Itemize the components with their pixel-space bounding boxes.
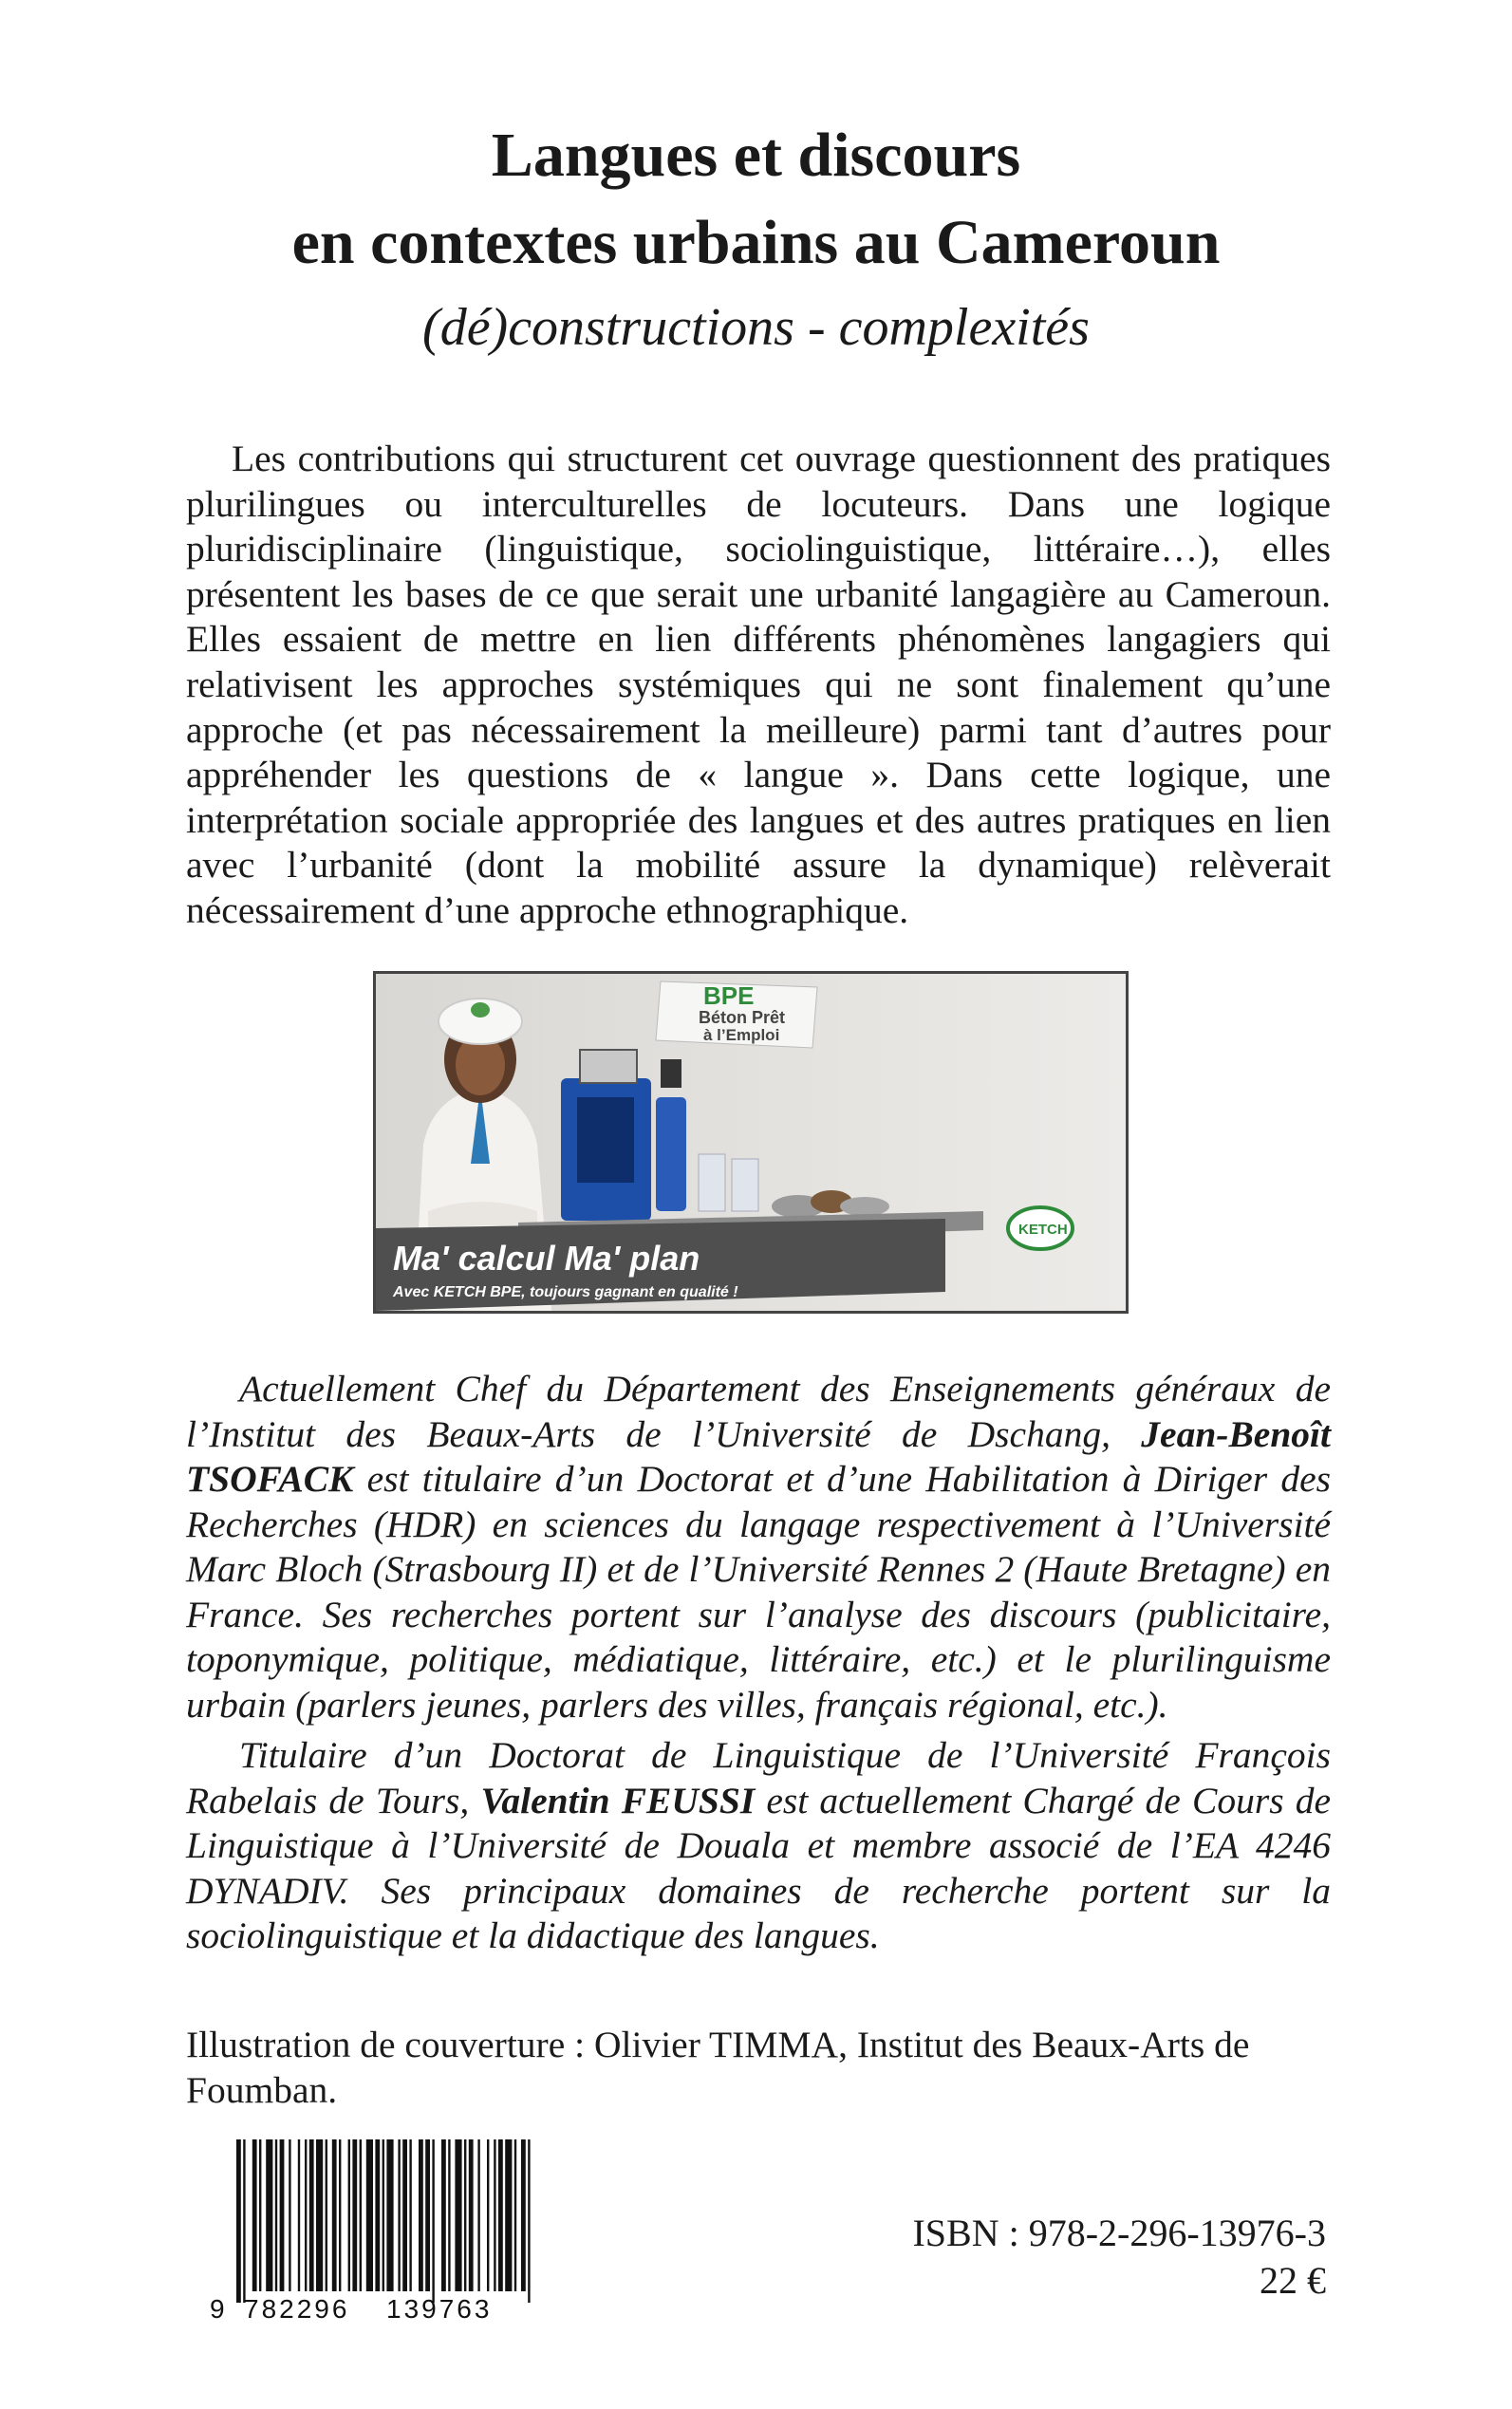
- title-line-1: Langues et discours: [491, 121, 1021, 190]
- barcode-bar: [455, 2139, 461, 2291]
- ketch-logo-text: KETCH: [1018, 1222, 1068, 1238]
- barcode-bar: [448, 2139, 450, 2291]
- bio2-author-name: Valentin FEUSSI: [480, 1779, 756, 1821]
- barcode-bar: [521, 2139, 526, 2291]
- barcode-bar: [494, 2139, 495, 2291]
- book-title: [0, 112, 1512, 287]
- bpe-sign-line-1: Béton Prêt: [699, 1008, 786, 1027]
- barcode-bar: [266, 2139, 272, 2291]
- test-machine-icon: [561, 1050, 686, 1221]
- barcode-bar: [316, 2139, 323, 2291]
- barcode-bar: [298, 2139, 300, 2291]
- barcode-bar: [477, 2139, 479, 2291]
- bio1-author-name: Jean-Benoît TSOFACK: [186, 1412, 1331, 1500]
- price: 22 €: [1260, 2259, 1326, 2302]
- barcode-bar: [419, 2139, 423, 2291]
- barcode-bar: [280, 2139, 285, 2291]
- barcode-bar: [275, 2139, 277, 2291]
- barcode-bar: [398, 2139, 400, 2291]
- barcode-bar: [469, 2139, 474, 2291]
- barcode-bar: [487, 2139, 489, 2291]
- barcode-bar: [464, 2139, 466, 2291]
- barcode-group-1: 782296: [244, 2294, 350, 2324]
- barcode-bar: [339, 2139, 341, 2291]
- barcode-bar: [309, 2139, 314, 2291]
- barcode-first-digit: 9: [210, 2294, 225, 2324]
- cover-illustration-art: [376, 974, 1126, 1311]
- bio1-text-after: est titulaire d’un Doctorat et d’une Habilitation à Diriger des Recherches (HDR) en sciences du langage respectivement à l’Université Marc Bloch (Strasbourg II) et de l’Université Rennes 2 (Haute Bretagne) en France. Ses recherches portent sur l’analyse des discours (publicitaire, toponymique, politique, médiatique, littéraire, etc.) et le plurilinguisme urbain (parlers jeunes, parlers des villes, français régional, etc.).: [186, 1458, 1331, 1726]
- barcode-bar: [366, 2139, 373, 2291]
- barcode-bar: [352, 2139, 357, 2291]
- barcode-bar: [505, 2139, 512, 2291]
- book-subtitle: (dé)constructions - complexités: [422, 298, 1090, 357]
- bpe-sign-line-2: à l’Emploi: [703, 1026, 780, 1044]
- barcode-bar: [348, 2139, 350, 2291]
- bio1-text-before: Actuellement Chef du Département des Enseignements généraux de l’Institut des Beaux-Arts de l’Université de Dschang,: [186, 1368, 1331, 1455]
- barcode-bar: [383, 2139, 384, 2291]
- title-line-2: en contextes urbains au Cameroun: [291, 208, 1221, 277]
- bpe-sign: [656, 981, 817, 1048]
- barcode-bar: [441, 2139, 446, 2291]
- cover-illustration: [373, 971, 1129, 1314]
- barcode: [210, 2136, 535, 2325]
- barcode-bar: [514, 2139, 516, 2291]
- barcode-bar: [332, 2139, 337, 2291]
- barcode-bar: [432, 2139, 434, 2303]
- author-bio-1: [186, 1367, 1331, 1727]
- barcode-bar: [259, 2139, 261, 2291]
- barcode-bar: [236, 2139, 241, 2303]
- barcode-bar: [326, 2139, 327, 2291]
- barcode-bar: [409, 2139, 411, 2291]
- barcode-bar: [425, 2139, 430, 2291]
- ad-tagline: Avec KETCH BPE, toujours gagnant en qualité !: [393, 1284, 738, 1300]
- barcode-bar: [305, 2139, 307, 2291]
- barcode-bar: [498, 2139, 503, 2291]
- bio2-text-before: Titulaire d’un Doctorat de Linguistique de l’Université François Rabelais de Tours,: [186, 1734, 1331, 1821]
- barcode-bar: [375, 2139, 380, 2291]
- ad-headline: Ma' calcul Ma' plan: [393, 1239, 700, 1278]
- barcode-bar: [402, 2139, 407, 2291]
- barcode-bar: [252, 2139, 257, 2291]
- barcode-bar: [243, 2139, 245, 2303]
- barcode-bar: [528, 2139, 530, 2303]
- intro-paragraph: Les contributions qui structurent cet ouvrage questionnent des pratiques plurilingues ou interculturelles de locuteurs. Dans une logique pluridisciplinaire (linguistique, sociolinguistique, littéraire…), elles présentent les bases de ce que serait une urbanité langagière au Cameroun. Elles essaient de mettre en lien différents phénomènes langagiers qui relativisent les approches systémiques qui ne sont finalement qu’une approche (et pas nécessairement la meilleure) parmi tant d’autres pour appréhender les questions de « langue ». Dans cette logique, une interprétation sociale appropriée des langues et des autres pratiques en lien avec l’urbanité (dont la mobilité assure la dynamique) relèverait nécessairement d’une approche ethnographique.: [186, 438, 1331, 931]
- isbn-block: [912, 2210, 1326, 2305]
- barcode-bar: [386, 2139, 393, 2291]
- ketch-logo-icon: [1008, 1207, 1073, 1249]
- barcode-bars: [236, 2139, 531, 2303]
- cover-credit: Illustration de couverture : Olivier TIMMA, Institut des Beaux-Arts de Foumban.: [186, 2024, 1250, 2111]
- author-bio-2: [186, 1733, 1331, 1959]
- isbn-number: ISBN : 978-2-296-13976-3: [912, 2212, 1326, 2254]
- bio2-text-after: est actuellement Chargé de Cours de Linguistique à l’Université de Douala et membre associé de l’EA 4246 DYNADIV. Ses principaux domaines de recherche portent sur la sociolinguistique et la didactique des langues.: [186, 1779, 1332, 1956]
- barcode-bar: [289, 2139, 290, 2291]
- barcode-group-2: 139763: [386, 2294, 493, 2324]
- bpe-logo: BPE: [703, 981, 755, 1010]
- barcode-bar: [360, 2139, 362, 2291]
